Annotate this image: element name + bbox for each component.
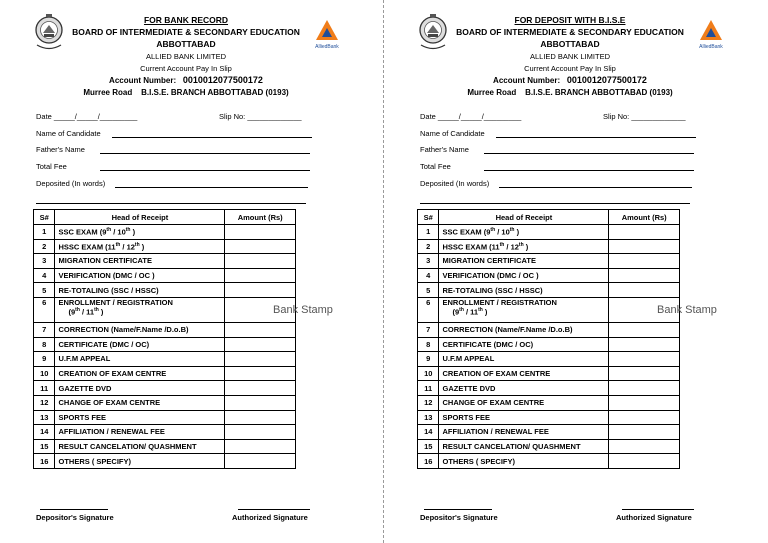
row-head — [55, 297, 225, 322]
row-head-text: RE-TOTALING (SSC / HSSC) — [58, 285, 159, 295]
row-number: 1 — [34, 225, 55, 240]
row-head-text: GAZETTE DVD — [442, 383, 496, 393]
table-row — [34, 352, 296, 367]
row-number: 8 — [34, 337, 55, 352]
table-row — [418, 225, 680, 240]
row-amount-input[interactable] — [609, 366, 680, 381]
table-row — [418, 337, 680, 352]
row-number: 11 — [34, 381, 55, 396]
date-field[interactable]: Date _____/_____/_________ — [420, 112, 522, 121]
row-head-text: ENROLLMENT / REGISTRATION — [58, 297, 173, 307]
bank-stamp-label: Bank Stamp — [273, 304, 333, 316]
fee-label: Total Fee — [36, 162, 67, 171]
row-amount-input[interactable] — [609, 225, 680, 240]
row-head — [439, 425, 609, 440]
row-head — [55, 439, 225, 454]
row-number: 5 — [34, 283, 55, 298]
row-head — [55, 366, 225, 381]
table-row — [34, 395, 296, 410]
row-number: 16 — [418, 454, 439, 469]
words-input[interactable] — [499, 187, 692, 188]
receipt-table — [417, 209, 680, 469]
row-number: 3 — [418, 254, 439, 269]
row-head-text: CREATION OF EXAM CENTRE — [58, 369, 167, 379]
depositor-sign-line[interactable] — [424, 509, 492, 510]
row-amount-input[interactable] — [225, 239, 296, 254]
account-label: Account Number: — [493, 76, 561, 85]
row-head — [439, 268, 609, 283]
father-label: Father's Name — [36, 145, 85, 154]
account-type: Current Account Pay In Slip — [140, 64, 232, 73]
row-head — [439, 322, 609, 337]
col-sno: S# — [418, 210, 439, 225]
row-head — [439, 410, 609, 425]
account-number-line — [448, 75, 692, 85]
row-amount-input[interactable] — [609, 352, 680, 367]
row-amount-input[interactable] — [609, 395, 680, 410]
bank-name: ALLIED BANK LIMITED — [145, 52, 227, 61]
row-head-text: ENROLLMENT / REGISTRATION — [442, 297, 557, 307]
row-head — [439, 381, 609, 396]
row-head-text: VERIFICATION (DMC / OC ) — [58, 271, 155, 281]
table-row — [34, 439, 296, 454]
bank-stamp-label: Bank Stamp — [657, 304, 717, 316]
receipt-table — [33, 209, 296, 469]
allied-bank-icon — [316, 20, 338, 40]
row-head-subtext: (9th / 11th ) — [452, 306, 488, 317]
board-name: BOARD OF INTERMEDIATE & SECONDARY EDUCATION — [456, 27, 684, 37]
father-input[interactable] — [484, 153, 694, 154]
table-row — [418, 381, 680, 396]
row-head — [439, 395, 609, 410]
row-head-text: SSC EXAM (9th / 10th ) — [442, 227, 520, 237]
row-head-text: SPORTS FEE — [442, 412, 490, 422]
table-row — [34, 454, 296, 469]
table-row — [34, 239, 296, 254]
row-head-text: AFFILIATION / RENEWAL FEE — [442, 427, 549, 437]
branch-road: Murree Road — [83, 88, 133, 97]
row-number: 13 — [34, 410, 55, 425]
table-row — [418, 254, 680, 269]
table-row — [34, 322, 296, 337]
row-head — [55, 225, 225, 240]
row-head — [55, 322, 225, 337]
row-head — [55, 239, 225, 254]
row-head — [439, 297, 609, 322]
col-sno: S# — [34, 210, 55, 225]
fee-input[interactable] — [100, 170, 310, 171]
row-number: 4 — [34, 268, 55, 283]
row-number: 1 — [418, 225, 439, 240]
row-head-text: OTHERS ( SPECIFY) — [442, 456, 515, 466]
authorized-sign-line[interactable] — [622, 509, 694, 510]
row-head-text: RESULT CANCELATION/ QUASHMENT — [442, 442, 581, 452]
table-row — [418, 366, 680, 381]
fee-input[interactable] — [484, 170, 694, 171]
row-amount-input[interactable] — [609, 254, 680, 269]
row-number: 7 — [418, 322, 439, 337]
table-row — [34, 268, 296, 283]
table-row — [34, 283, 296, 298]
row-head-text: SSC EXAM (9th / 10th ) — [58, 227, 136, 237]
slip-no-field[interactable]: Slip No: _____________ — [219, 112, 302, 121]
depositor-sign-line[interactable] — [40, 509, 108, 510]
allied-bank-icon — [700, 20, 722, 40]
row-number: 12 — [34, 395, 55, 410]
col-head: Head of Receipt — [439, 210, 609, 225]
row-head-text: SPORTS FEE — [58, 412, 106, 422]
table-row — [418, 283, 680, 298]
row-amount-input[interactable] — [225, 283, 296, 298]
father-input[interactable] — [100, 153, 310, 154]
table-row — [34, 225, 296, 240]
row-head — [439, 254, 609, 269]
row-head — [439, 337, 609, 352]
col-head: Head of Receipt — [55, 210, 225, 225]
row-head-text: CERTIFICATE (DMC / OC) — [442, 339, 534, 349]
row-amount-input[interactable] — [225, 439, 296, 454]
table-row — [418, 454, 680, 469]
allied-bank-logo — [695, 20, 727, 50]
account-type: Current Account Pay In Slip — [524, 64, 616, 73]
row-number: 2 — [418, 239, 439, 254]
row-amount-input[interactable] — [225, 454, 296, 469]
branch-name: B.I.S.E. BRANCH ABBOTTABAD (0193) — [141, 88, 289, 97]
row-head-text: MIGRATION CERTIFICATE — [58, 256, 152, 266]
row-head — [439, 439, 609, 454]
row-head — [55, 352, 225, 367]
row-head — [439, 283, 609, 298]
father-label: Father's Name — [420, 145, 469, 154]
row-head-text: CHANGE OF EXAM CENTRE — [58, 398, 161, 408]
bank-name: ALLIED BANK LIMITED — [529, 52, 611, 61]
depositor-signature-label: Depositor's Signature — [36, 513, 114, 522]
row-number: 9 — [418, 352, 439, 367]
row-number: 7 — [34, 322, 55, 337]
row-head-text: CREATION OF EXAM CENTRE — [442, 369, 551, 379]
bank-logo-text: AlliedBank — [315, 44, 339, 50]
words-label: Deposited (In words) — [420, 179, 490, 188]
row-amount-input[interactable] — [609, 439, 680, 454]
row-number: 10 — [34, 366, 55, 381]
row-amount-input[interactable] — [225, 337, 296, 352]
row-number: 12 — [418, 395, 439, 410]
table-row — [418, 297, 680, 322]
table-header-row — [418, 210, 680, 225]
table-row — [418, 439, 680, 454]
row-number: 2 — [34, 239, 55, 254]
branch-line — [64, 88, 308, 97]
table-row — [34, 425, 296, 440]
row-number: 10 — [418, 366, 439, 381]
row-amount-input[interactable] — [225, 352, 296, 367]
city-name: ABBOTTABAD — [540, 39, 600, 49]
row-head-text: AFFILIATION / RENEWAL FEE — [58, 427, 165, 437]
row-number: 6 — [418, 297, 439, 322]
row-amount-input[interactable] — [609, 283, 680, 298]
table-row — [34, 254, 296, 269]
row-amount-input[interactable] — [225, 381, 296, 396]
row-head-text: HSSC EXAM (11th / 12th ) — [442, 241, 529, 252]
row-number: 5 — [418, 283, 439, 298]
row-number: 11 — [418, 381, 439, 396]
row-number: 9 — [34, 352, 55, 367]
board-name: BOARD OF INTERMEDIATE & SECONDARY EDUCATION — [72, 27, 300, 37]
row-head-text: CHANGE OF EXAM CENTRE — [442, 398, 545, 408]
copy-title: FOR BANK RECORD — [143, 15, 229, 25]
account-number: 0010012077500172 — [182, 75, 263, 85]
date-field[interactable]: Date _____/_____/_________ — [36, 112, 138, 121]
row-head-text: OTHERS ( SPECIFY) — [58, 456, 131, 466]
table-row — [418, 268, 680, 283]
row-amount-input[interactable] — [609, 381, 680, 396]
row-head — [55, 395, 225, 410]
city-name: ABBOTTABAD — [156, 39, 216, 49]
row-head — [55, 283, 225, 298]
words-label: Deposited (In words) — [36, 179, 106, 188]
table-row — [34, 337, 296, 352]
row-head-subtext: (9th / 11th ) — [68, 306, 104, 317]
col-amount: Amount (Rs) — [609, 210, 680, 225]
row-amount-input[interactable] — [609, 337, 680, 352]
row-number: 3 — [34, 254, 55, 269]
copy-title: FOR DEPOSIT WITH B.I.S.E — [514, 15, 626, 25]
table-row — [34, 366, 296, 381]
row-number: 14 — [418, 425, 439, 440]
candidate-label: Name of Candidate — [420, 129, 485, 138]
table-row — [418, 425, 680, 440]
branch-name: B.I.S.E. BRANCH ABBOTTABAD (0193) — [525, 88, 673, 97]
row-head — [55, 425, 225, 440]
row-amount-input[interactable] — [609, 410, 680, 425]
row-amount-input[interactable] — [225, 425, 296, 440]
row-amount-input[interactable] — [609, 322, 680, 337]
row-amount-input[interactable] — [225, 366, 296, 381]
row-amount-input[interactable] — [225, 268, 296, 283]
row-number: 4 — [418, 268, 439, 283]
fee-label: Total Fee — [420, 162, 451, 171]
row-head-text: GAZETTE DVD — [58, 383, 112, 393]
account-number-line — [64, 75, 308, 85]
row-head-text: MIGRATION CERTIFICATE — [442, 256, 536, 266]
words-input[interactable] — [115, 187, 308, 188]
row-head-text: HSSC EXAM (11th / 12th ) — [58, 241, 145, 252]
row-head-text: RESULT CANCELATION/ QUASHMENT — [58, 442, 197, 452]
row-amount-input[interactable] — [225, 225, 296, 240]
words-input-line2[interactable] — [420, 203, 690, 204]
bise-crest-icon — [416, 12, 450, 52]
table-row — [34, 410, 296, 425]
account-label: Account Number: — [109, 76, 177, 85]
row-amount-input[interactable] — [609, 454, 680, 469]
words-input-line2[interactable] — [36, 203, 306, 204]
row-head-text: U.F.M APPEAL — [58, 354, 111, 364]
row-amount-input[interactable] — [225, 395, 296, 410]
allied-bank-logo — [311, 20, 343, 50]
slip-deposit-bise — [384, 0, 768, 543]
row-head — [55, 268, 225, 283]
account-number: 0010012077500172 — [566, 75, 647, 85]
row-number: 14 — [34, 425, 55, 440]
col-amount: Amount (Rs) — [225, 210, 296, 225]
row-amount-input[interactable] — [225, 254, 296, 269]
table-row — [418, 352, 680, 367]
authorized-signature-label: Authorized Signature — [616, 513, 692, 522]
row-amount-input[interactable] — [609, 239, 680, 254]
row-head-text: CORRECTION (Name/F.Name /D.o.B) — [442, 325, 573, 335]
row-number: 8 — [418, 337, 439, 352]
row-head-text: CORRECTION (Name/F.Name /D.o.B) — [58, 325, 189, 335]
row-number: 13 — [418, 410, 439, 425]
row-head — [55, 254, 225, 269]
table-row — [418, 239, 680, 254]
row-head — [55, 337, 225, 352]
row-amount-input[interactable] — [225, 322, 296, 337]
row-number: 15 — [34, 439, 55, 454]
row-head-text: RE-TOTALING (SSC / HSSC) — [442, 285, 543, 295]
bank-logo-text: AlliedBank — [699, 44, 723, 50]
row-head — [439, 366, 609, 381]
row-head — [55, 381, 225, 396]
depositor-signature-label: Depositor's Signature — [420, 513, 498, 522]
row-amount-input[interactable] — [609, 268, 680, 283]
table-row — [34, 381, 296, 396]
candidate-label: Name of Candidate — [36, 129, 101, 138]
table-header-row — [34, 210, 296, 225]
row-head — [55, 454, 225, 469]
row-amount-input[interactable] — [225, 410, 296, 425]
authorized-sign-line[interactable] — [238, 509, 310, 510]
row-amount-input[interactable] — [609, 425, 680, 440]
authorized-signature-label: Authorized Signature — [232, 513, 308, 522]
slip-no-field[interactable]: Slip No: _____________ — [603, 112, 686, 121]
row-head — [439, 239, 609, 254]
row-number: 16 — [34, 454, 55, 469]
row-head-text: U.F.M APPEAL — [442, 354, 495, 364]
table-row — [418, 410, 680, 425]
table-row — [418, 395, 680, 410]
table-row — [34, 297, 296, 322]
branch-road: Murree Road — [467, 88, 517, 97]
bise-crest-icon — [32, 12, 66, 52]
row-number: 15 — [418, 439, 439, 454]
row-head — [439, 225, 609, 240]
candidate-input[interactable] — [496, 137, 696, 138]
row-head — [439, 352, 609, 367]
table-row — [418, 322, 680, 337]
row-head — [55, 410, 225, 425]
row-head — [439, 454, 609, 469]
branch-line — [448, 88, 692, 97]
row-head-text: VERIFICATION (DMC / OC ) — [442, 271, 539, 281]
row-head-text: CERTIFICATE (DMC / OC) — [58, 339, 150, 349]
candidate-input[interactable] — [112, 137, 312, 138]
row-number: 6 — [34, 297, 55, 322]
